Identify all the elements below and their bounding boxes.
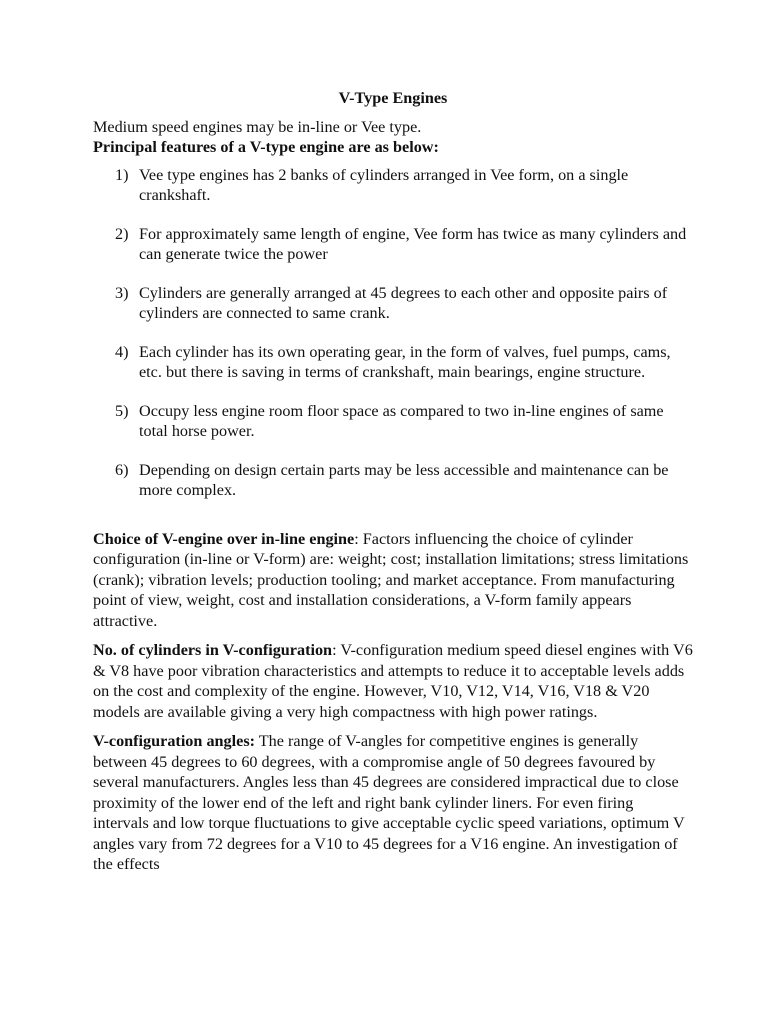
section-heading: No. of cylinders in V-configuration [93, 641, 333, 659]
list-item-text: Depending on design certain parts may be less accessible and maintenance can be more complex. [139, 460, 669, 499]
section-body: : V-configuration medium speed diesel engines with V6 & V8 have poor vibration characteristics and attempts to reduce it to acceptable levels adds on the cost and complexity of the engine. However, V10, V12, V14, V16, V18 & V20 models are available giving a very high compactness with high power ratings. [93, 641, 693, 721]
section-choice-of-v-engine [93, 529, 693, 632]
list-item-text: Cylinders are generally arranged at 45 degrees to each other and opposite pairs of cylinders are connected to same crank. [139, 283, 668, 322]
features-heading: Principal features of a V-type engine are as below: [93, 138, 439, 156]
list-item [93, 283, 693, 324]
features-list [93, 165, 693, 501]
document-title: V-Type Engines [338, 89, 448, 107]
list-item [93, 401, 693, 442]
section-v-configuration-angles [93, 731, 693, 875]
section-body: The range of V-angles for competitive engines is generally between 45 degrees to 60 degrees, with a compromise angle of 50 degrees favoured by several manufacturers. Angles less than 45 degrees are considered impractical due to close proximity of the lower end of the left and right bank cylinder liners. For even firing intervals and low torque fluctuations to give acceptable cyclic speed variations, optimum V angles vary from 72 degrees for a V10 to 45 degrees for a V16 engine. An investigation of the effects [93, 732, 685, 873]
section-number-of-cylinders [93, 640, 693, 722]
list-item-number: 2) [115, 224, 129, 243]
list-item-number: 4) [115, 342, 129, 361]
list-item-text: Each cylinder has its own operating gear, in the form of valves, fuel pumps, cams, etc. but there is saving in terms of crankshaft, main bearings, engine structure. [139, 342, 671, 381]
list-item-number: 5) [115, 401, 129, 420]
section-heading: Choice of V-engine over in-line engine [93, 529, 355, 548]
section-body: : Factors influencing the choice of cylinder configuration (in-line or V-form) are: weight; cost; installation limitations; stress limitations (crank); vibration levels; production tooling; and market acceptance. From manufacturing point of view, weight, cost and installation considerations, a V-form family appears attractive. [93, 529, 689, 630]
list-item [93, 224, 693, 265]
document-content [93, 88, 693, 875]
intro-line: Medium speed engines may be in-line or Vee type. [93, 117, 422, 136]
list-item-number: 6) [115, 460, 129, 479]
list-item-text: Vee type engines has 2 banks of cylinders arranged in Vee form, on a single crankshaft. [139, 165, 629, 204]
list-item [93, 342, 693, 383]
list-item-number: 1) [115, 165, 129, 184]
list-item-number: 3) [115, 283, 129, 302]
section-heading: V-configuration angles: [93, 732, 256, 750]
list-item-text: For approximately same length of engine, Vee form has twice as many cylinders and can generate twice the power [139, 224, 687, 263]
list-item [93, 460, 693, 501]
list-item [93, 165, 693, 206]
list-item-text: Occupy less engine room floor space as compared to two in-line engines of same total horse power. [139, 401, 664, 440]
